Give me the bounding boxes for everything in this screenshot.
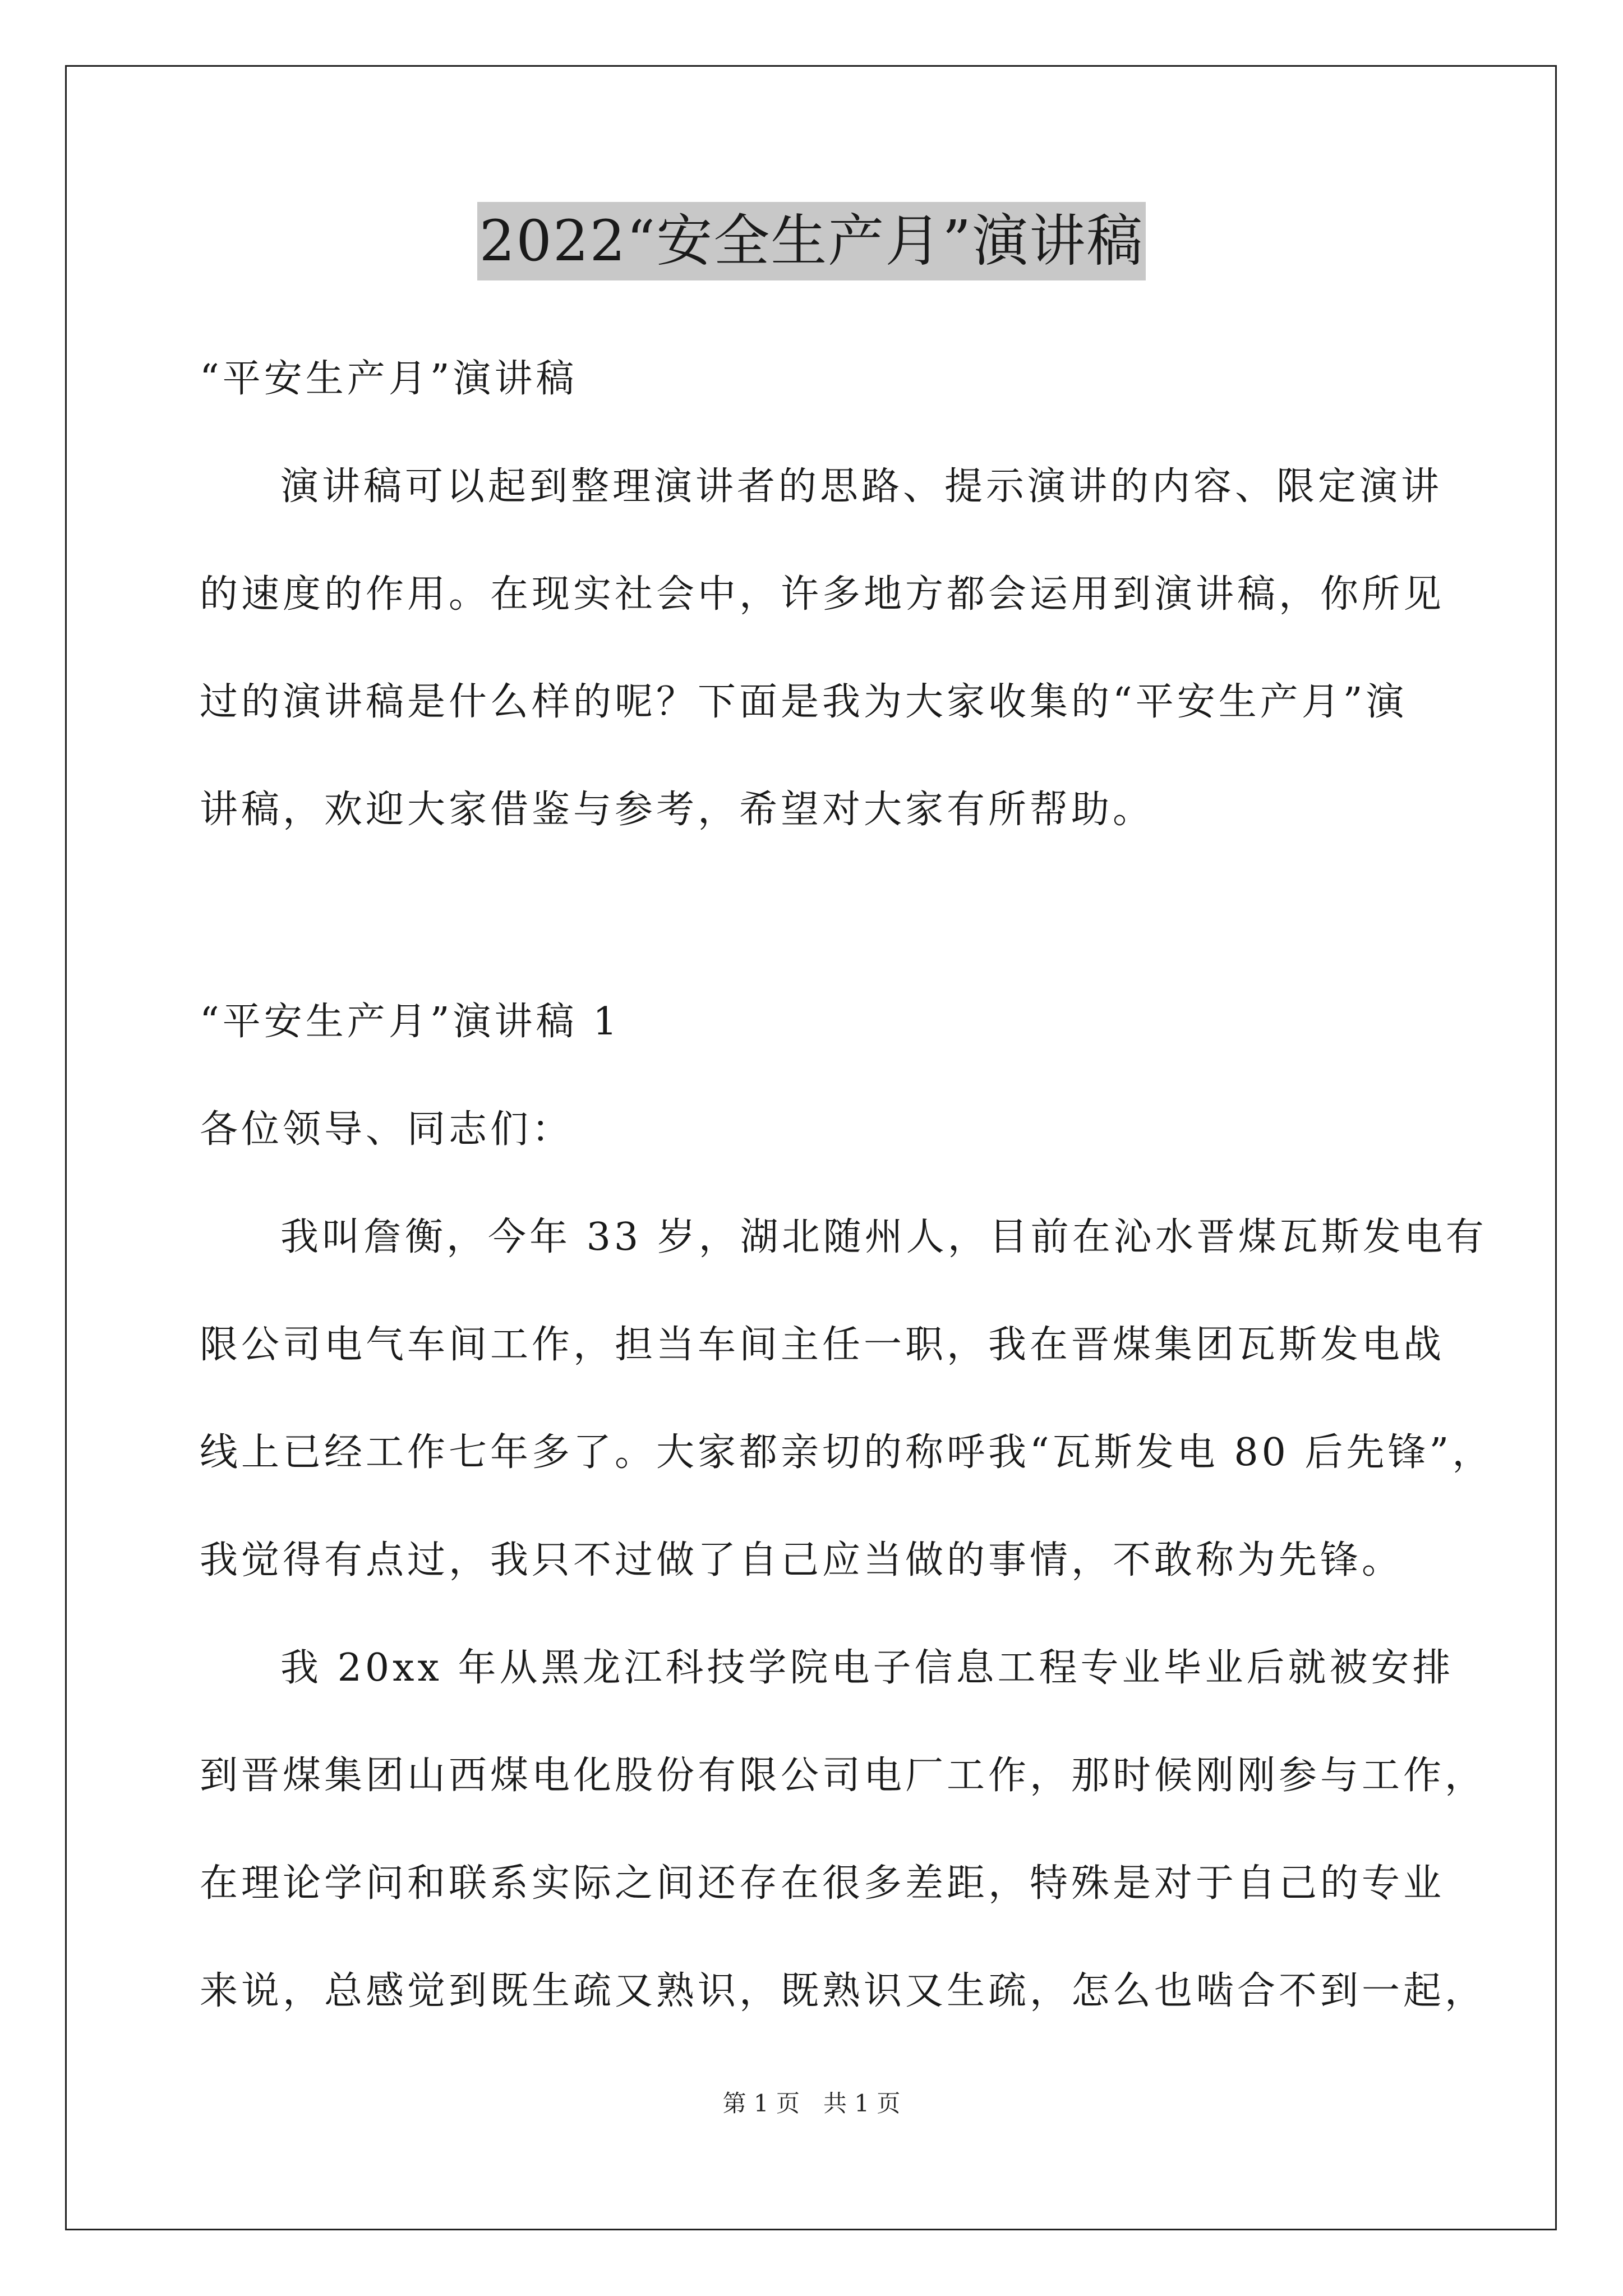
paragraph-line: 我 20xx 年从黑龙江科技学院电子信息工程专业毕业后就被安排 bbox=[280, 1646, 1454, 1690]
paragraph-line: 我觉得有点过，我只不过做了自己应当做的事情，不敢称为先锋。 bbox=[200, 1538, 1404, 1582]
section-heading: “平安生产月”演讲稿 1 bbox=[200, 1000, 621, 1044]
paragraph-line: 讲稿，欢迎大家借鉴与参考，希望对大家有所帮助。 bbox=[200, 788, 1155, 832]
document-title-text: 2022“安全生产月”演讲稿 bbox=[477, 202, 1146, 280]
page-footer: 第 1 页 共 1 页 bbox=[722, 2090, 901, 2117]
document-title bbox=[0, 202, 1623, 280]
paragraph-line: 过的演讲稿是什么样的呢？下面是我为大家收集的“平安生产月”演 bbox=[200, 680, 1408, 724]
paragraph-line: 到晋煤集团山西煤电化股份有限公司电厂工作，那时候刚刚参与工作， bbox=[200, 1754, 1487, 1798]
salutation-line: 各位领导、同志们： bbox=[200, 1107, 574, 1152]
paragraph-line: 演讲稿可以起到整理演讲者的思路、提示演讲的内容、限定演讲 bbox=[280, 464, 1443, 509]
paragraph-line: 线上已经工作七年多了。大家都亲切的称呼我“瓦斯发电 80 后先锋”， bbox=[200, 1430, 1494, 1475]
paragraph-line: 限公司电气车间工作，担当车间主任一职，我在晋煤集团瓦斯发电战 bbox=[200, 1323, 1445, 1367]
paragraph-line: 在理论学问和联系实际之间还存在很多差距，特殊是对于自己的专业 bbox=[200, 1861, 1445, 1906]
paragraph-line: 我叫詹衡，今年 33 岁，湖北随州人，目前在沁水晋煤瓦斯发电有 bbox=[280, 1215, 1487, 1259]
paragraph-line: 的速度的作用。在现实社会中，许多地方都会运用到演讲稿，你所见 bbox=[200, 572, 1445, 616]
subtitle-line: “平安生产月”演讲稿 bbox=[200, 357, 578, 401]
paragraph-line: 来说，总感觉到既生疏又熟识，既熟识又生疏，怎么也啮合不到一起， bbox=[200, 1969, 1487, 2013]
